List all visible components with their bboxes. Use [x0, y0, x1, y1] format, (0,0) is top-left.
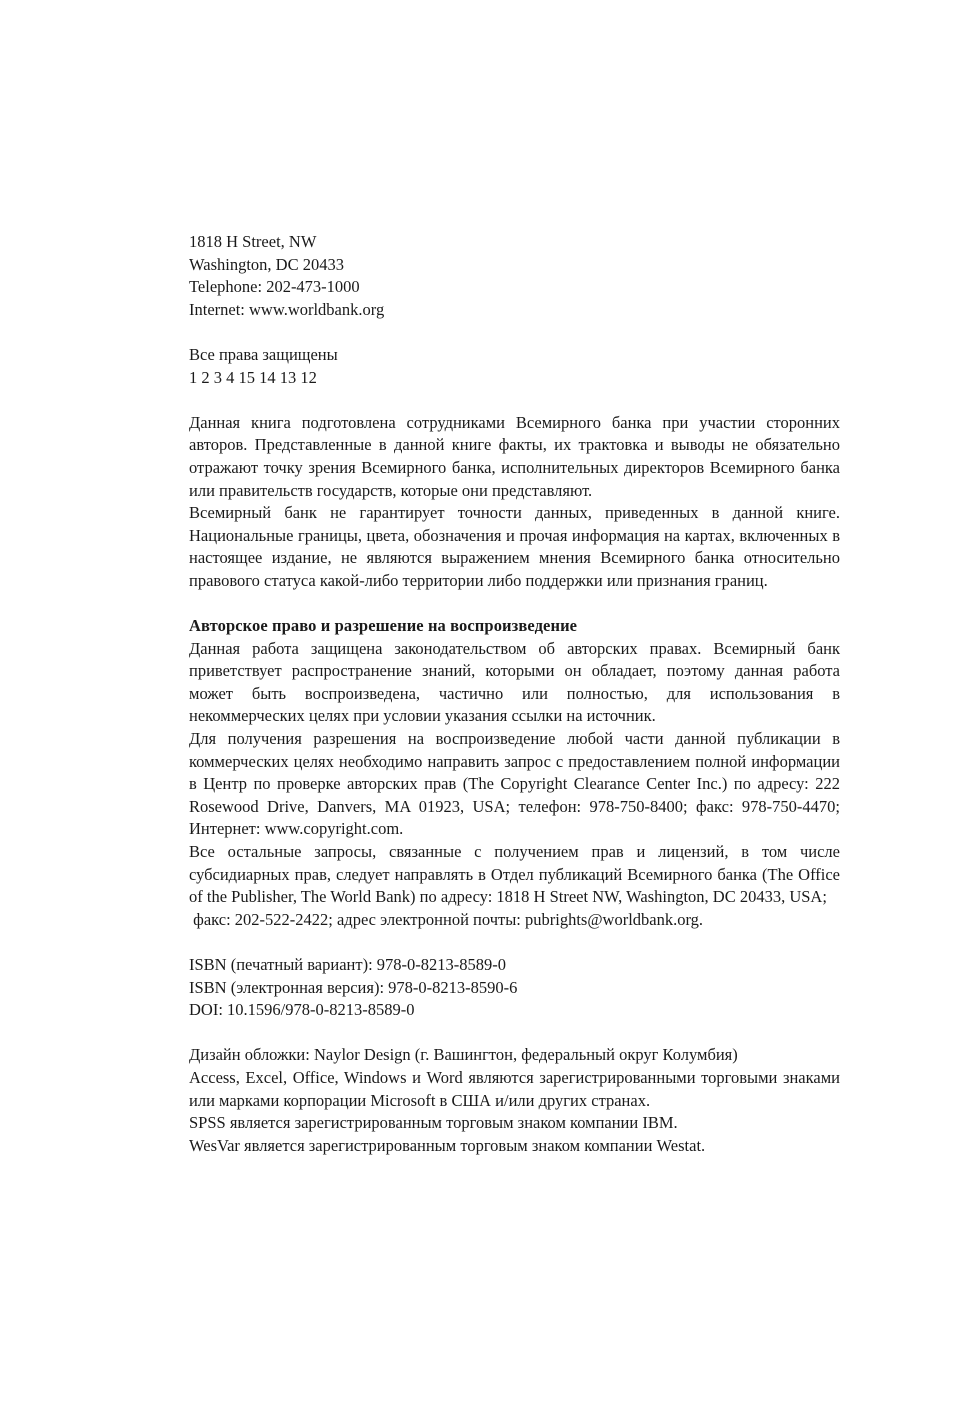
spss-trademark: SPSS является зарегистрированным торговым знаком компании IBM. [189, 1113, 678, 1133]
copyright-block [189, 615, 840, 931]
isbn-electronic: ISBN (электронная версия): 978-0-8213-8590-6 [189, 977, 518, 997]
cover-design-credit: Дизайн обложки: Naylor Design (г. Вашингтон, федеральный округ Колумбия) [189, 1045, 738, 1065]
rights-block [189, 344, 840, 389]
address-internet: Internet: www.worldbank.org [189, 299, 385, 319]
copyright-paragraph-4 [189, 909, 840, 932]
copyright-paragraph-1: Данная работа защищена законодательством об авторских правах. Всемирный банк приветствует распространение знаний, которыми он обладает, поэтому данная работа может быть воспроизведена, частично или полностью, для использования в некоммерческих целях при условии указания ссылки на источник. [189, 638, 840, 726]
doi: DOI: 10.1596/978-0-8213-8589-0 [189, 1000, 415, 1020]
disclaimer-paragraph-1: Данная книга подготовлена сотрудниками Всемирного банка при участии сторонних авторов. Представленные в данной книге факты, их трактовка и выводы не обязательно отражают точку зрения Всемирного банка, исполнительных директоров Всемирного банка или правительств государств, которые они представляют. [189, 412, 840, 500]
disclaimer-paragraph-2: Всемирный банк не гарантирует точности данных, приведенных в данной книге. Национальные границы, цвета, обозначения и прочая информация на картах, включенных в настоящее издание, не являются выражением мнения Всемирного банка относительно правового статуса какой-либо территории либо поддержки или признания границ. [189, 503, 840, 590]
isbn-print: ISBN (печатный вариант): 978-0-8213-8589-0 [189, 955, 507, 974]
printing-numbers: 1 2 3 4 15 14 13 12 [189, 367, 317, 387]
address-telephone: Telephone: 202-473-1000 [189, 277, 360, 297]
address-block [189, 231, 840, 321]
microsoft-trademark: Access, Excel, Office, Windows и Word являются зарегистрированными торговыми знаками или марками корпорации Microsoft в США и/или других странах. [189, 1067, 840, 1110]
credits-block [189, 1044, 840, 1157]
copyright-page [189, 231, 840, 1157]
copyright-fax-email: факс: 202-522-2422; адрес электронной почты: pubrights@worldbank.org. [193, 909, 704, 929]
address-city: Washington, DC 20433 [189, 254, 344, 274]
copyright-paragraph-2: Для получения разрешения на воспроизведение любой части данной публикации в коммерческих целях необходимо направить запрос с предоставлением полной информации в Центр по проверке авторских прав (The Copyright Clearance Center Inc.) по адресу: 222 Rosewood Drive, Danvers, MA 01923, USA; телефон: 978-750-8400; факс: 978-750-4470; Интернет: www.copyright.com. [189, 729, 840, 839]
copyright-heading: Авторское право и разрешение на воспроизведение [189, 616, 578, 636]
rights-reserved: Все права защищены [189, 344, 338, 364]
copyright-paragraph-3: Все остальные запросы, связанные с получением прав и лицензий, в том числе субсидиарных прав, следует направлять в Отдел публикаций Всемирного банка (The Office of the Publisher, The World Bank) по адресу: 1818 H Street NW, Washington, DC 20433, USA; [189, 842, 840, 907]
address-street: 1818 H Street, NW [189, 232, 317, 251]
identifiers-block [189, 954, 840, 1022]
wesvar-trademark: WesVar является зарегистрированным торговым знаком компании Westat. [189, 1135, 706, 1155]
disclaimer-block [189, 412, 840, 593]
